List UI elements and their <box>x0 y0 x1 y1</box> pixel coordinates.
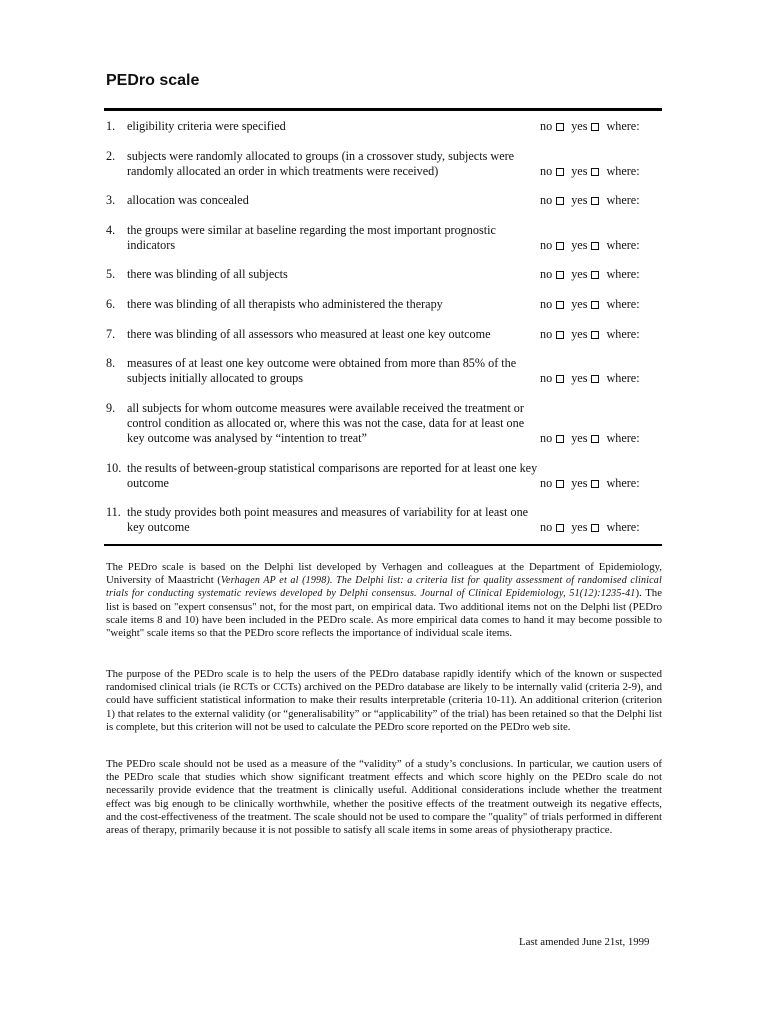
no-label: no <box>540 371 553 385</box>
criterion-number: 3. <box>106 193 116 207</box>
answer-options <box>540 267 640 282</box>
no-checkbox[interactable] <box>556 435 564 443</box>
yes-label: yes <box>571 371 588 385</box>
no-checkbox[interactable] <box>556 480 564 488</box>
yes-label: yes <box>571 193 588 207</box>
criterion-number: 2. <box>106 149 116 163</box>
answer-options <box>540 238 640 253</box>
no-checkbox[interactable] <box>556 168 564 176</box>
no-label: no <box>540 431 553 445</box>
answer-options <box>540 520 640 535</box>
answer-options <box>540 476 640 491</box>
no-checkbox[interactable] <box>556 271 564 279</box>
yes-checkbox[interactable] <box>591 301 599 309</box>
criterion-number: 6. <box>106 297 116 311</box>
where-label: where: <box>606 267 640 281</box>
where-label: where: <box>606 520 640 534</box>
answer-options <box>540 371 640 386</box>
yes-label: yes <box>571 267 588 281</box>
no-label: no <box>540 476 553 490</box>
yes-checkbox[interactable] <box>591 197 599 205</box>
criterion-number: 4. <box>106 223 116 237</box>
yes-checkbox[interactable] <box>591 123 599 131</box>
answer-options <box>540 327 640 342</box>
where-label: where: <box>606 119 640 133</box>
no-checkbox[interactable] <box>556 123 564 131</box>
yes-label: yes <box>571 431 588 445</box>
yes-checkbox[interactable] <box>591 271 599 279</box>
criterion-text: all subjects for whom outcome measures were available received the treatment or control condition as allocated or, where this was not the case, data for at least one key outcome was analysed by “intention to treat” <box>127 401 525 445</box>
no-checkbox[interactable] <box>556 331 564 339</box>
criterion-text: allocation was concealed <box>127 193 249 207</box>
criterion-text: there was blinding of all subjects <box>127 267 288 281</box>
yes-label: yes <box>571 238 588 252</box>
yes-checkbox[interactable] <box>591 524 599 532</box>
where-label: where: <box>606 193 640 207</box>
yes-label: yes <box>571 520 588 534</box>
where-label: where: <box>606 164 640 178</box>
criterion-text: subjects were randomly allocated to groups (in a crossover study, subjects were randomly allocated an order in which treatments were received) <box>127 149 515 178</box>
paragraph-caution: The PEDro scale should not be used as a measure of the “validity” of a study’s conclusions. In particular, we caution users of the PEDro scale that studies which show significant treatment effects and which score highly on the PEDro scale do not necessarily provide evidence that the treatment is clinically useful. Additional considerations include whether the treatment effect was big enough to be clinically worthwhile, whether the positive effects of the treatment outweigh its negative effects, and the cost-effectiveness of the treatment. The scale should not be used to compare the "quality" of trials performed in different areas of therapy, primarily because it is not possible to satisfy all scale items in some areas of physiotherapy practice. <box>106 758 662 837</box>
criterion-text: the results of between-group statistical comparisons are reported for at least one key outcome <box>127 461 538 490</box>
criterion-number: 8. <box>106 356 116 370</box>
yes-label: yes <box>571 476 588 490</box>
yes-label: yes <box>571 119 588 133</box>
answer-options <box>540 297 640 312</box>
yes-label: yes <box>571 164 588 178</box>
where-label: where: <box>606 371 640 385</box>
criterion-number: 7. <box>106 327 116 341</box>
criterion-text: there was blinding of all therapists who administered the therapy <box>127 297 443 311</box>
yes-checkbox[interactable] <box>591 331 599 339</box>
paragraph-text: ). The list is based on "expert consensus" not, for the most part, on empirical data. Two additional items not on the Delphi list (PEDro scale items 8 and 10) have been included in the PEDro scale. As more empirical data comes to hand it may become possible to "weight" scale items so that the PEDro score reflects the importance of individual scale items. <box>106 587 662 640</box>
no-checkbox[interactable] <box>556 197 564 205</box>
paragraph-delphi <box>106 561 662 640</box>
top-rule <box>104 108 662 111</box>
paragraph-purpose: The purpose of the PEDro scale is to help the users of the PEDro database rapidly identify which of the known or suspected randomised clinical trials (ie RCTs or CCTs) archived on the PEDro database are likely to be internally valid (criteria 2-9), and could have sufficient statistical information to make their results interpretable (criteria 10-11). An additional criterion (criterion 1) that relates to the external validity (or “generalisability” or “applicability” of the trial) has been retained so that the Delphi list is complete, but this criterion will not be used to calculate the PEDro score reported on the PEDro web site. <box>106 668 662 733</box>
no-checkbox[interactable] <box>556 301 564 309</box>
yes-checkbox[interactable] <box>591 375 599 383</box>
criterion-number: 5. <box>106 267 116 281</box>
no-checkbox[interactable] <box>556 242 564 250</box>
page-title: PEDro scale <box>106 72 200 89</box>
no-label: no <box>540 267 553 281</box>
criterion-text: the groups were similar at baseline regarding the most important prognostic indicators <box>127 223 496 252</box>
criterion-number: 10. <box>106 461 122 475</box>
bottom-rule <box>104 544 662 546</box>
citation: Verhagen AP et al (1998). The Delphi list: a criteria list for quality assessment of randomised clinical trials for conducting systematic reviews developed by Delphi consensus. Journal of Clinical Epidemiology, 51(12):1235-41 <box>106 575 662 600</box>
yes-label: yes <box>571 327 588 341</box>
criterion-text: there was blinding of all assessors who measured at least one key outcome <box>127 327 491 341</box>
no-label: no <box>540 193 553 207</box>
no-label: no <box>540 520 553 534</box>
yes-checkbox[interactable] <box>591 168 599 176</box>
where-label: where: <box>606 431 640 445</box>
no-label: no <box>540 119 553 133</box>
no-checkbox[interactable] <box>556 375 564 383</box>
yes-checkbox[interactable] <box>591 480 599 488</box>
no-label: no <box>540 327 553 341</box>
answer-options <box>540 119 640 134</box>
criterion-number: 1. <box>106 119 116 133</box>
criterion-number: 9. <box>106 401 116 415</box>
where-label: where: <box>606 297 640 311</box>
yes-checkbox[interactable] <box>591 435 599 443</box>
criterion-text: the study provides both point measures and measures of variability for at least one key outcome <box>127 505 529 534</box>
no-label: no <box>540 164 553 178</box>
criterion-number: 11. <box>106 505 121 519</box>
no-label: no <box>540 238 553 252</box>
where-label: where: <box>606 327 640 341</box>
no-label: no <box>540 297 553 311</box>
no-checkbox[interactable] <box>556 524 564 532</box>
yes-label: yes <box>571 297 588 311</box>
answer-options <box>540 193 640 208</box>
criterion-text: eligibility criteria were specified <box>127 119 286 133</box>
paragraph-text: The PEDro scale is based on the Delphi list developed by Verhagen and colleagues at the Department of Epidemiology, University of Maastricht ( <box>106 561 662 587</box>
last-amended-date: Last amended June 21st, 1999 <box>519 936 650 948</box>
answer-options <box>540 431 640 446</box>
where-label: where: <box>606 238 640 252</box>
criterion-text: measures of at least one key outcome were obtained from more than 85% of the subjects initially allocated to groups <box>127 356 517 385</box>
answer-options <box>540 164 640 179</box>
yes-checkbox[interactable] <box>591 242 599 250</box>
where-label: where: <box>606 476 640 490</box>
